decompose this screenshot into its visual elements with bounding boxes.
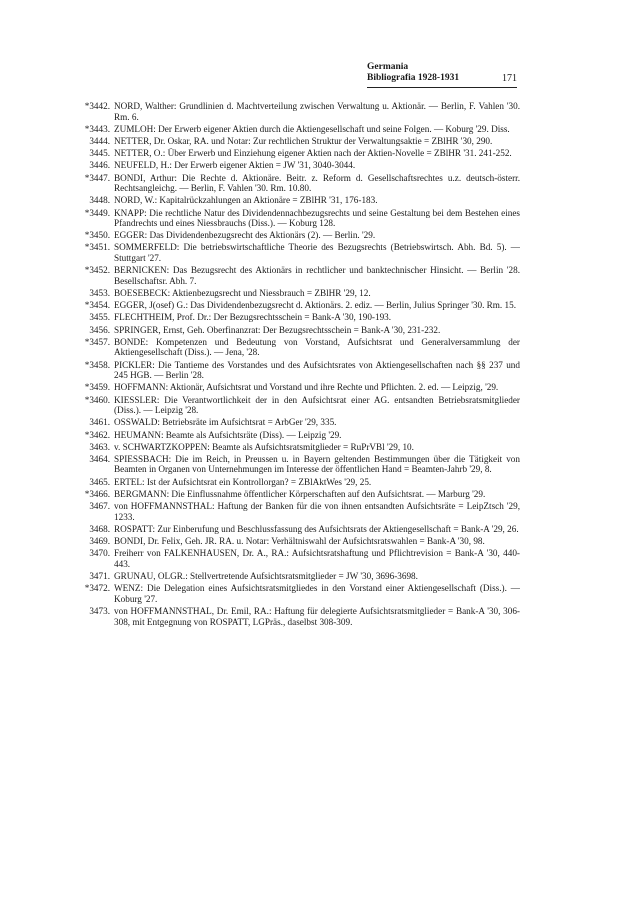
bibliography-entry — [70, 230, 520, 241]
entry-text: BERGMANN: Die Einflussnahme öffentlicher Körperschaften auf den Aufsichtsrat. — Marburg '29. — [114, 488, 486, 499]
entry-number: *3454. — [84, 300, 110, 311]
bibliography-entry — [70, 148, 520, 159]
bibliography-entry — [70, 337, 520, 358]
entry-text: BONDE: Kompetenzen und Bedeutung von Vorstand, Aufsichtsrat und Generalversammlung der Aktiengesellschaft (Diss.). — Jena, '28. — [114, 336, 520, 358]
entry-text: EGGER, J(osef) G.: Das Dividendenbezugsrecht d. Aktionärs. 2. ediz. — Berlin, Julius Springer '30. Rm. 15. — [114, 300, 517, 311]
bibliography-entries — [70, 101, 520, 629]
entry-text: WENZ: Die Delegation eines Aufsichtsratsmitgliedes in den Vorstand einer Aktiengesellschaft (Diss.). — Koburg '27. — [114, 583, 520, 604]
bibliography-entry — [70, 430, 520, 441]
entry-text: SPIESSBACH: Die im Reich, in Preussen u. in Bayern geltenden Bestimmungen über die Tätigkeit von Beamten in Organen von Unternehmungen im Interesse der öffentlichen Hand = Beamten-Jahrb '29, 8. — [114, 453, 520, 475]
entry-text: v. SCHWARTZKOPPEN: Beamte als Aufsichtsratsmitglieder = RuPrVBl '29, 10. — [114, 441, 414, 452]
entry-number: 3453. — [89, 288, 110, 299]
entry-text: FLECHTHEIM, Prof. Dr.: Der Bezugsrechtsschein = Bank-A '30, 190-193. — [114, 312, 392, 323]
entry-text: BONDI, Dr. Felix, Geh. JR. RA. u. Notar: Verhältniswahl der Aufsichtsratswahlen = Bank-A '30, 98. — [114, 536, 485, 546]
bibliography-entry — [70, 242, 520, 263]
entry-text: GRUNAU, OLGR.: Stellvertretende Aufsichtsratsmitglieder = JW '30, 3696-3698. — [114, 570, 418, 581]
entry-number: *3443. — [84, 123, 110, 134]
entry-number: *3466. — [84, 488, 110, 499]
bibliography-entry — [70, 583, 520, 604]
entry-number: *3450. — [84, 230, 110, 241]
entry-number: 3463. — [89, 441, 110, 452]
entry-number: 3464. — [89, 453, 110, 464]
entry-text: BERNICKEN: Das Bezugsrecht des Aktionärs in rechtlicher und banktechnischer Hinsicht. — Berlin '28. Besellschaftsr. Abh. 7. — [114, 265, 520, 286]
bibliography-entry — [70, 477, 520, 488]
entry-text: BOESEBECK: Aktienbezugsrecht und Niessbrauch = ZBlHR '29, 12. — [114, 288, 371, 299]
page-number: 171 — [502, 73, 517, 84]
bibliography-entry — [70, 454, 520, 475]
bibliography-title: Bibliografia 1928-1931 — [367, 73, 460, 83]
entry-number: 3456. — [89, 324, 110, 335]
entry-text: KIESSLER: Die Verantwortlichkeit der in den Aufsichtsrat einer AG. entsandten Betriebsratsmitglieder (Diss.). — Leipzig '28. — [114, 394, 520, 416]
bibliography-entry — [70, 442, 520, 453]
bibliography-entry — [70, 312, 520, 323]
entry-text: EGGER: Das Dividendenbezugsrecht des Aktionärs (2). — Berlin. '29. — [114, 230, 376, 241]
entry-text: NORD, W.: Kapitalrückzahlungen an Aktionäre = ZBlHR '31, 176-183. — [114, 195, 378, 206]
bibliography-entry — [70, 360, 520, 381]
entry-number: *3452. — [84, 265, 110, 276]
entry-text: SPRINGER, Ernst, Geh. Oberfinanzrat: Der Bezugsrechtsschein = Bank-A '30, 231-232. — [114, 324, 441, 335]
entry-text: ROSPATT: Zur Einberufung und Beschlussfassung des Aufsichtsrats der Aktiengesellschaft = Bank-A '29, 26. — [114, 523, 519, 534]
entry-text: HOFFMANN: Aktionär, Aufsichtsrat und Vorstand und ihre Rechte und Pflichten. 2. ed. — Leipzig, '29. — [114, 382, 499, 393]
bibliography-entry — [70, 288, 520, 299]
entry-number: 3470. — [89, 548, 110, 559]
bibliography-entry — [70, 208, 520, 229]
bibliography-entry — [70, 173, 520, 194]
entry-text: OSSWALD: Betriebsräte im Aufsichtsrat = ArbGer '29, 335. — [114, 417, 337, 428]
entry-number: 3471. — [89, 570, 110, 581]
entry-text: NETTER, Dr. Oskar, RA. und Notar: Zur rechtlichen Struktur der Verwaltungsaktie = ZBlHR '30, 290. — [114, 135, 493, 146]
bibliography-entry — [70, 606, 520, 627]
entry-text: SOMMERFELD: Die betriebswirtschaftliche Theorie des Bezugsrechts (Betriebswirtsch. Abh. Bd. 5). — Stuttgart '27. — [114, 242, 520, 264]
entry-number: *3449. — [84, 207, 110, 218]
entry-number: *3451. — [84, 242, 110, 253]
entry-text: Freiherr von FALKENHAUSEN, Dr. A., RA.: Aufsichtsratshaftung und Pflichtrevision = Bank-A '30, 440-443. — [114, 548, 520, 569]
entry-text: BONDI, Arthur: Die Rechte d. Aktionäre. Beitr. z. Reform d. Gesellschaftsrechtes u.z. deutsch-österr. Rechtsangleichg. — Berlin, F. Vahlen '30. Rm. 10.80. — [114, 172, 520, 194]
bibliography-entry — [70, 548, 520, 569]
bibliography-entry — [70, 501, 520, 522]
bibliography-entry — [70, 300, 520, 311]
entry-number: 3465. — [89, 476, 110, 487]
entry-text: von HOFFMANNSTHAL: Haftung der Banken für die von ihnen entsandten Aufsichtsräte = LeipZtsch '29, 1233. — [114, 501, 520, 522]
bibliography-entry — [70, 101, 520, 122]
bibliography-entry — [70, 417, 520, 428]
header-rule — [367, 87, 517, 88]
entry-number: 3468. — [89, 523, 110, 534]
bibliography-entry — [70, 536, 520, 547]
entry-number: 3473. — [89, 605, 110, 616]
entry-text: ERTEL: Ist der Aufsichtsrat ein Kontrollorgan? = ZBlAktWes '29, 25. — [114, 476, 372, 487]
entry-number: *3458. — [84, 359, 110, 370]
entry-number: *3472. — [84, 583, 110, 594]
entry-number: 3467. — [89, 501, 110, 512]
bibliography-entry — [70, 136, 520, 147]
entry-text: PICKLER: Die Tantieme des Vorstandes und des Aufsichtsrates von Aktiengesellschaften nach §§ 237 und 245 HGB. — Berlin '28. — [114, 359, 520, 381]
entry-number: 3448. — [89, 195, 110, 206]
entry-text: HEUMANN: Beamte als Aufsichtsräte (Diss). — Leipzig '29. — [114, 429, 342, 440]
entry-number: 3445. — [89, 148, 110, 159]
entry-number: 3455. — [89, 312, 110, 323]
entry-number: *3460. — [84, 394, 110, 405]
bibliography-entry — [70, 524, 520, 535]
entry-number: *3457. — [84, 336, 110, 347]
bibliography-entry — [70, 325, 520, 336]
bibliography-entry — [70, 195, 520, 206]
journal-title: Germania — [367, 62, 409, 72]
running-header — [367, 62, 517, 86]
bibliography-entry — [70, 395, 520, 416]
entry-text: KNAPP: Die rechtliche Natur des Dividendennachbezugsrechts und seine Gestaltung bei dem Bestehen eines Pfandrechts und eines Niessbrauchs (Diss.). — Koburg 128. — [114, 207, 520, 229]
entry-number: 3469. — [89, 536, 110, 546]
entry-number: *3447. — [84, 172, 110, 183]
bibliography-entry — [70, 571, 520, 582]
entry-text: NETTER, O.: Über Erwerb und Einziehung eigener Aktien nach der Aktien-Novelle = ZBlHR '31. 241-252. — [114, 148, 512, 159]
entry-number: 3446. — [89, 160, 110, 171]
bibliography-entry — [70, 160, 520, 171]
entry-text: von HOFFMANNSTHAL, Dr. Emil, RA.: Haftung für delegierte Aufsichtsratsmitglieder = Bank-A '30, 306-308, mit Entgegnung von ROSPATT, LGPräs., daselbst 308-309. — [114, 605, 520, 627]
entry-number: *3462. — [84, 429, 110, 440]
entry-number: *3459. — [84, 382, 110, 393]
entry-number: 3444. — [89, 135, 110, 146]
entry-text: NEUFELD, H.: Der Erwerb eigener Aktien = JW '31, 3040-3044. — [114, 160, 356, 171]
entry-text: NORD, Walther: Grundlinien d. Machtverteilung zwischen Verwaltung u. Aktionär. — Berlin, F. Vahlen '30. Rm. 6. — [114, 101, 520, 122]
bibliography-entry — [70, 124, 520, 135]
entry-text: ZUMLOH: Der Erwerb eigener Aktien durch die Aktiengesellschaft und seine Folgen. — Koburg '29. Diss. — [114, 123, 510, 134]
bibliography-entry — [70, 489, 520, 500]
entry-number: 3461. — [89, 417, 110, 428]
entry-number: *3442. — [84, 101, 110, 111]
bibliography-entry — [70, 265, 520, 286]
bibliography-entry — [70, 382, 520, 393]
